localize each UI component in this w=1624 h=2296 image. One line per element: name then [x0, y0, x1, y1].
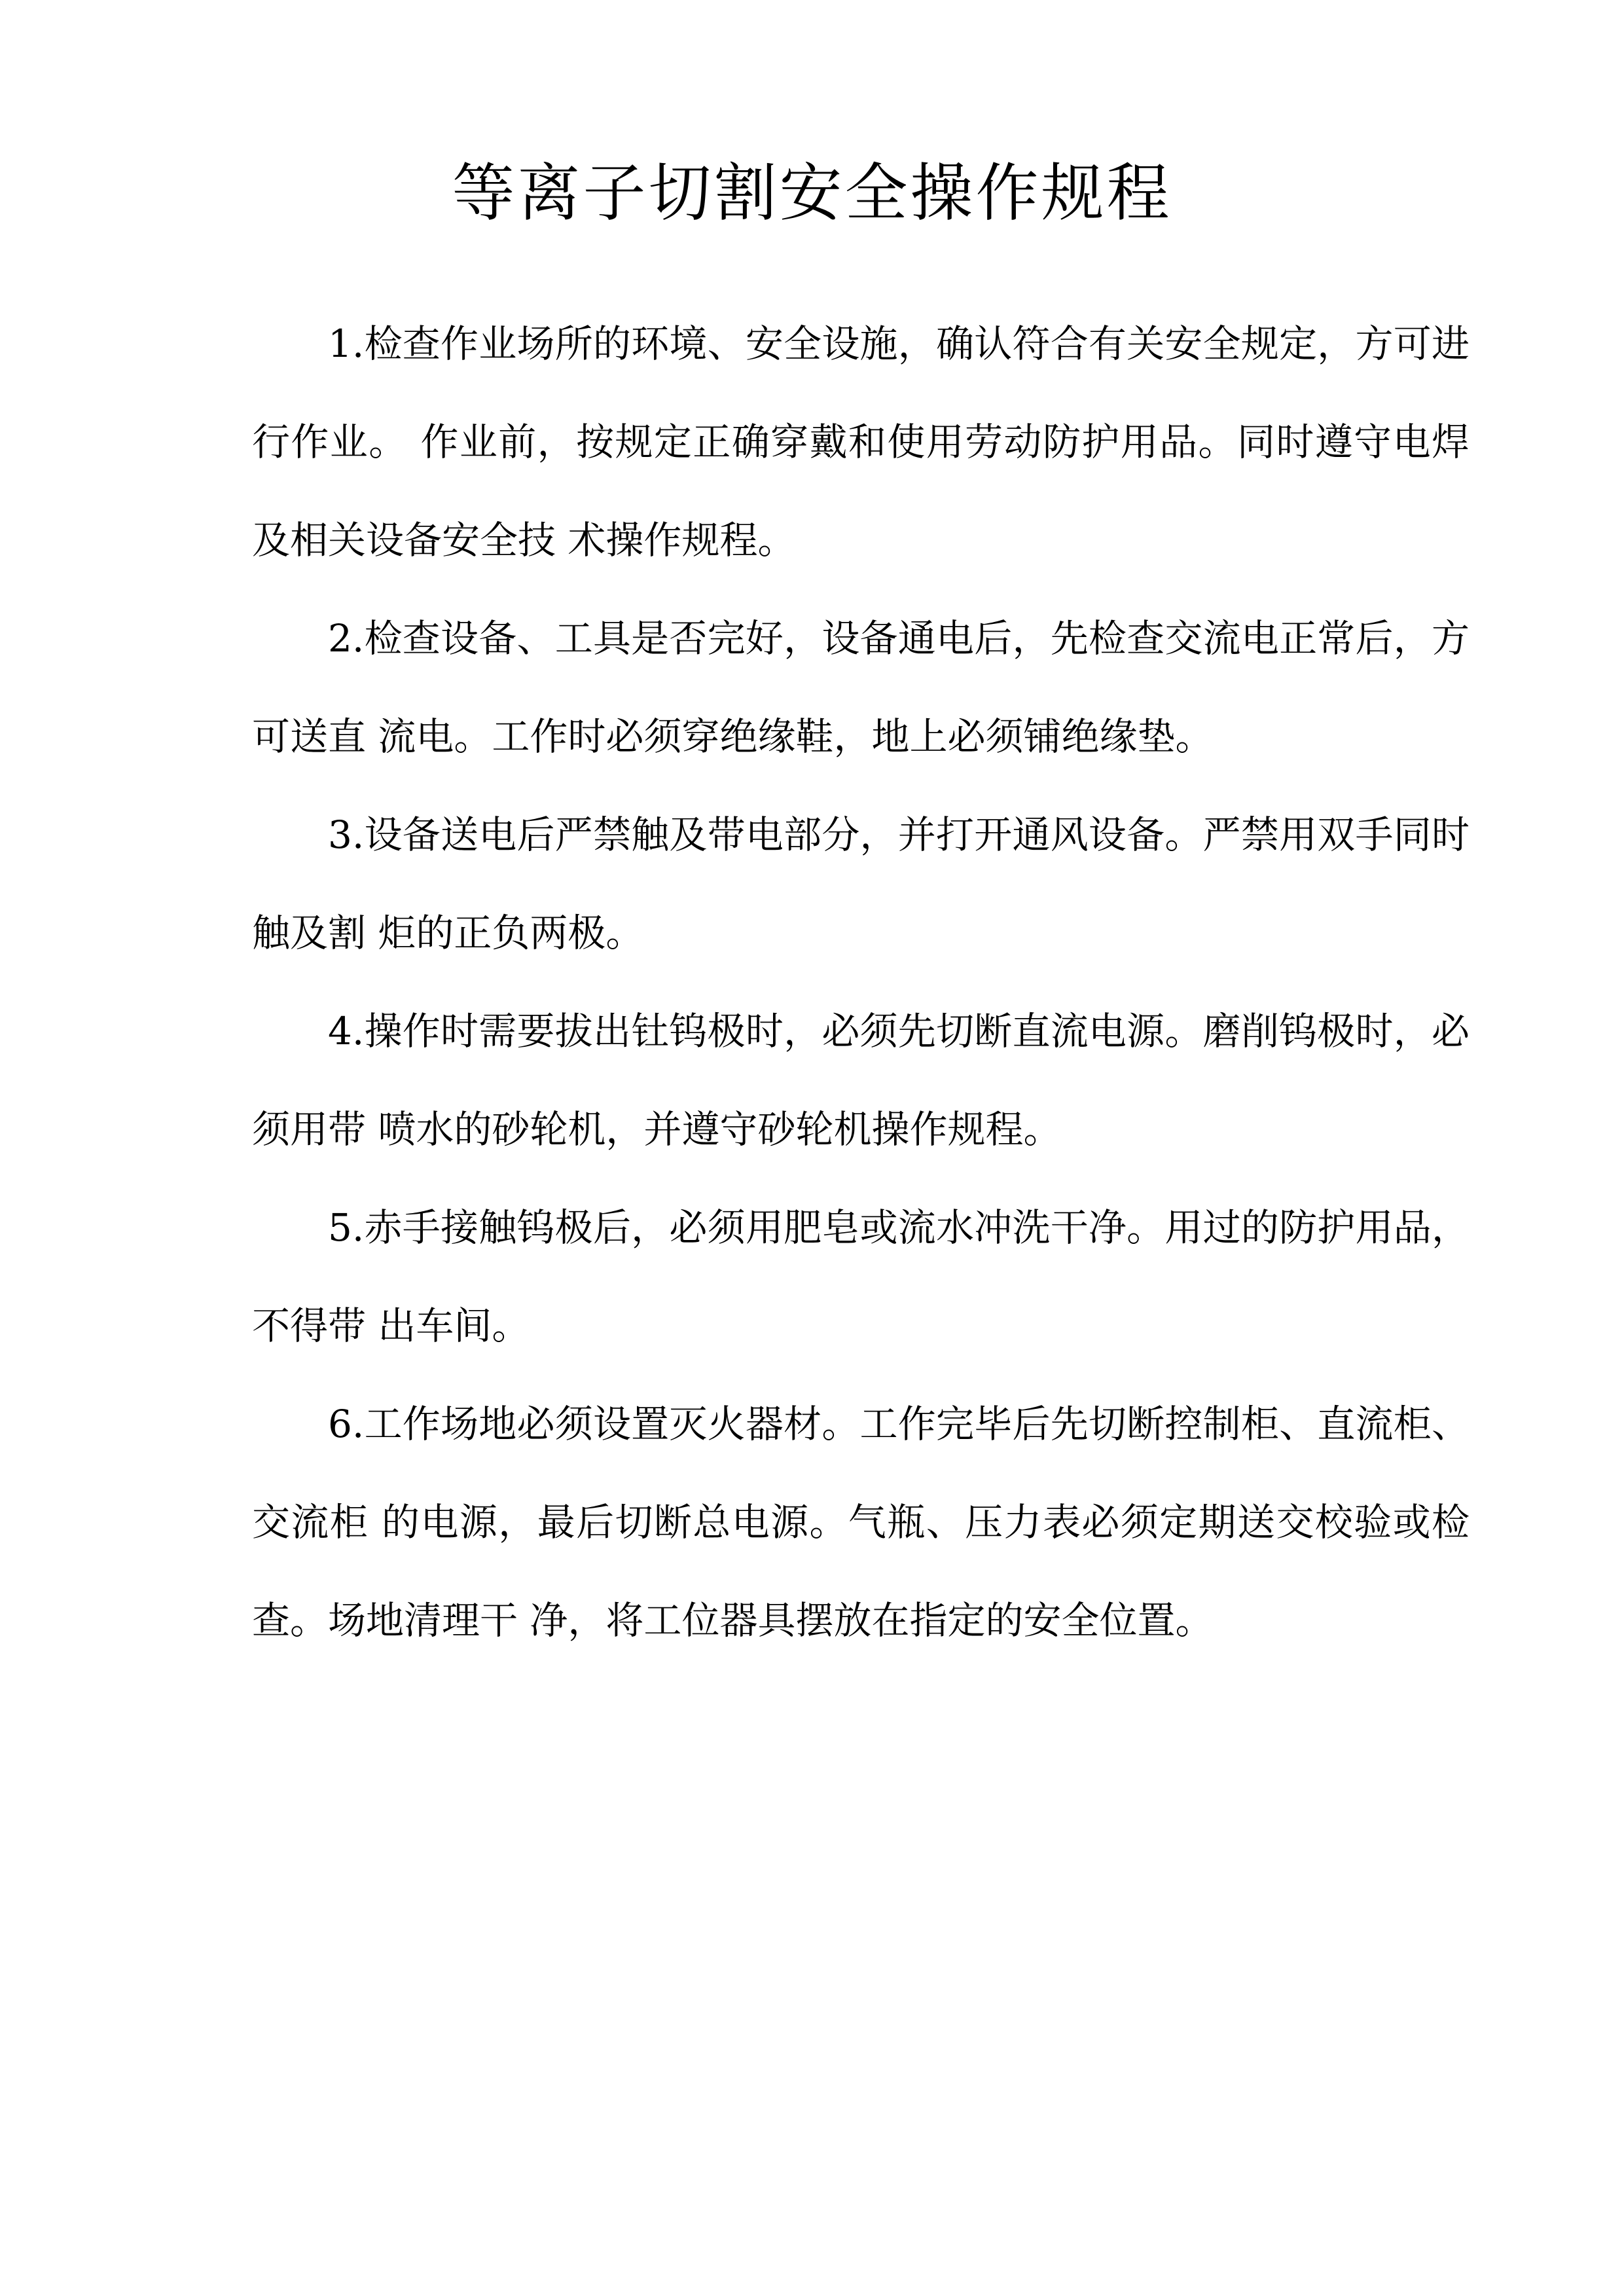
paragraph-5: 5.赤手接触钨极后，必须用肥皂或流水冲洗干净。用过的防护用品，不得带 出车间。: [252, 1205, 1470, 1348]
paragraph-4: 4.操作时需要拔出钍钨极时，必须先切断直流电源。磨削钨极时，必须用带 喷水的砂轮机，并遵守砂轮机操作规程。: [252, 1009, 1470, 1152]
paragraph-2: 2.检查设备、工具是否完好，设备通电后，先检查交流电正常后，方可送直 流电。工作时必须穿绝缘鞋，地上必须铺绝缘垫。: [252, 616, 1470, 759]
paragraph-3: 3.设备送电后严禁触及带电部分，并打开通风设备。严禁用双手同时触及割 炬的正负两极。: [252, 812, 1470, 955]
paragraph-6: 6.工作场地必须设置灭火器材。工作完毕后先切断控制柜、直流柜、交流柜 的电源，最后切断总电源。气瓶、压力表必须定期送交校验或检查。场地清理干 净，将工位器具摆放在指定的安全位置。: [252, 1402, 1470, 1643]
document-title: 等离子切割安全操作规程: [452, 156, 1172, 230]
paragraph-1: 1.检查作业场所的环境、安全设施，确认符合有关安全规定，方可进行作业。 作业前，按规定正确穿戴和使用劳动防护用品。同时遵守电焊及相关设备安全技 术操作规程。: [252, 321, 1470, 562]
document-body: [252, 295, 1470, 1669]
